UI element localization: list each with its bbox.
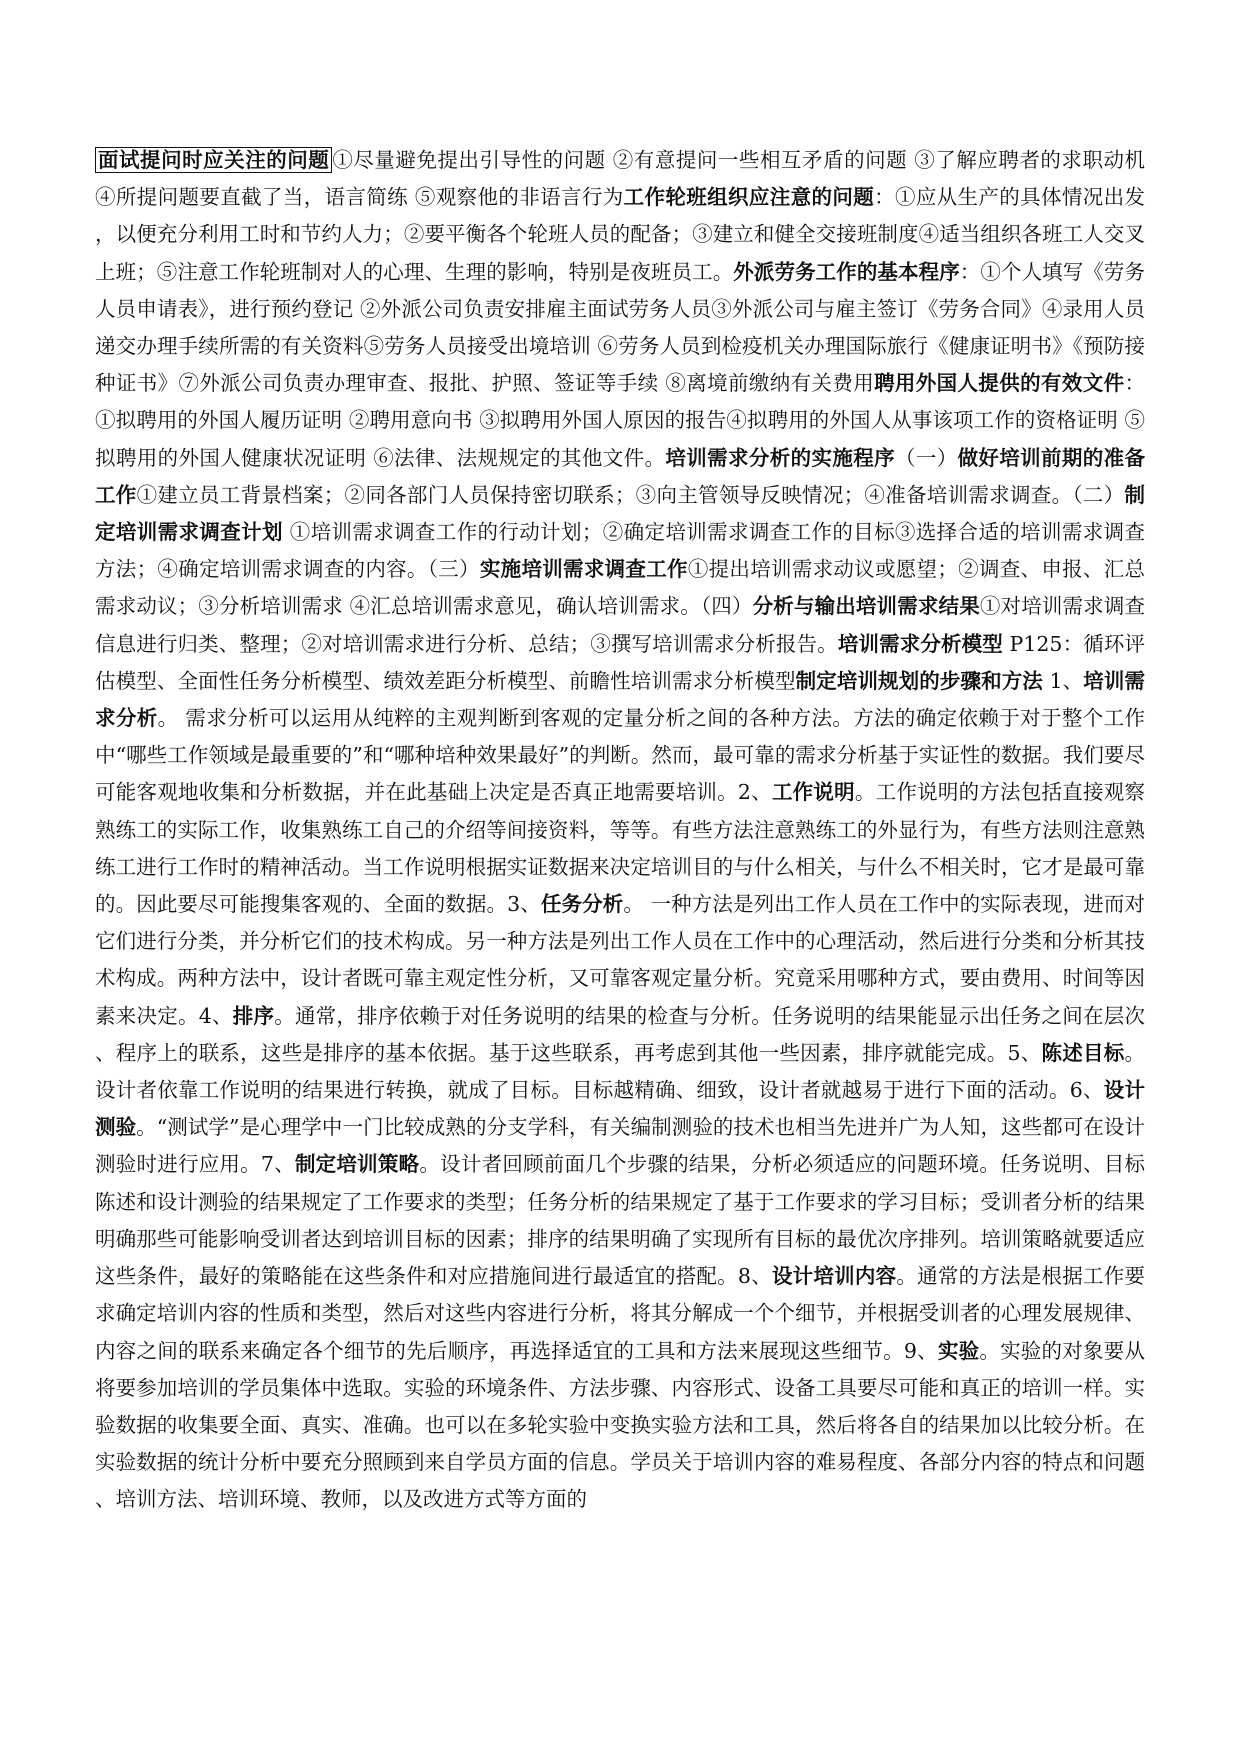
bold-heading: 外派劳务工作的基本程序 bbox=[733, 259, 960, 284]
boxed-heading: 面试提问时应关注的问题 bbox=[95, 147, 332, 173]
body-text: 。工作说明的方法包括直接观察熟练工的实际工作，收集熟练工自己的介绍等间接资料，等等。有些方法注意熟练工的外显行为，有些方法则注意熟练工进行工作时的精神活动。当工作说明根据实证数据来决定培训目的与什么相关，与什么不相关时，它才是最可靠的。因此要尽可能搜集客观的、全面的数据。3、 bbox=[95, 780, 1146, 917]
bold-heading: 聘用外国人提供的有效文件 bbox=[874, 371, 1125, 396]
bold-heading: 实施培训需求调查工作 bbox=[479, 557, 688, 582]
body-text: ：①个人填写《劳务人员申请表》，进行预约登记 ②外派公司负责安排雇主面试劳务人员③外派公司与雇主签订《劳务合同》④录用人员递交办理手续所需的有关资料⑤劳务人员接受出境培训 ⑥劳务人员到检疫机关办理国际旅行《健康证明书》《预防接种证书》⑦外派公司负责办理审查、报批、护照、签证等手续 ⑧离境前缴纳有关费用 bbox=[95, 259, 1146, 396]
bold-heading: 分析与输出培训需求结果 bbox=[752, 594, 980, 619]
bold-heading: 制定培训规划的步骤和方法 bbox=[795, 668, 1043, 693]
bold-heading: 培训需求分析模型 bbox=[837, 631, 1003, 656]
bold-heading: 工作说明 bbox=[771, 780, 855, 805]
body-text: ①建立员工背景档案；②同各部门人员保持密切联系；③向主管领导反映情况；④准备培训需求调查。（二） bbox=[136, 482, 1125, 507]
body-text: 。实验的对象要从将要参加培训的学员集体中选取。实验的环境条件、方法步骤、内容形式、设备工具要尽可能和真正的培训一样。实验数据的收集要全面、真实、准确。也可以在多轮实验中变换实验方法和工具，然后将各自的结果加以比较分析。在实验数据的统计分析中要充分照顾到来自学员方面的信息。学员关于培训内容的难易程度、各部分内容的特点和问题、培训方法、培训环境、教师，以及改进方式等方面的 bbox=[95, 1338, 1146, 1512]
bold-heading: 实验 bbox=[937, 1338, 980, 1363]
body-text: 。“测试学”是心理学中一门比较成熟的分支学科，有关编制测验的技术也相当先进并广为人知，这些都可在设计测验时进行应用。7、 bbox=[95, 1115, 1146, 1177]
body-text: ：①拟聘用的外国人履历证明 ②聘用意向书 ③拟聘用外国人原因的报告④拟聘用的外国人从事该项工作的资格证明 ⑤拟聘用的外国人健康状况证明 ⑥法律、法规规定的其他文件。 bbox=[95, 371, 1145, 470]
body-text: 。设计者回顾前面几个步骤的结果，分析必须适应的问题环境。任务说明、目标陈述和设计测验的结果规定了工作要求的类型；任务分析的结果规定了基于工作要求的学习目标；受训者分析的结果明确那些可能影响受训者达到培训目标的因素；排序的结果明确了实现所有目标的最优次序排列。培训策略就要适应这些条件，最好的策略能在这些条件和对应措施间进行最适宜的搭配。8、 bbox=[95, 1152, 1146, 1289]
bold-heading: 工作轮班组织应注意的问题 bbox=[623, 185, 875, 210]
bold-heading: 设计测验 bbox=[95, 1078, 1146, 1140]
body-text: 。设计者依靠工作说明的结果进行转换，就成了目标。目标越精确、细致，设计者就越易于进行下面的活动。6、 bbox=[95, 1040, 1146, 1103]
bold-heading: 制定培训策略 bbox=[294, 1152, 420, 1177]
bold-heading: 做好培训前期的准备工作 bbox=[95, 445, 1146, 507]
body-text: （一） bbox=[894, 445, 958, 470]
bold-heading: 任务分析 bbox=[540, 892, 624, 917]
body-text: P125：循环评估模型、全面性任务分析模型、绩效差距分析模型、前瞻性培训需求分析模型 bbox=[95, 631, 1145, 693]
body-text: ①提出培训需求动议或愿望；②调查、申报、汇总需求动议；③分析培训需求 ④汇总培训需求意见，确认培训需求。（四） bbox=[95, 557, 1146, 619]
body-text: ①尽量避免提出引导性的问题 ②有意提问一些相互矛盾的问题 ③了解应聘者的求职动机 ④所提问题要直截了当，语言简练 ⑤观察他的非语言行为 bbox=[95, 148, 1146, 210]
body-text: 。通常，排序依赖于对任务说明的结果的检查与分析。任务说明的结果能显示出任务之间在层次、程序上的联系，这些是排序的基本依据。基于这些联系，再考虑到其他一些因素，排序就能完成。5、 bbox=[95, 1003, 1146, 1065]
body-text: 。 一种方法是列出工作人员在工作中的实际表现，进而对它们进行分类，并分析它们的技术构成。另一种方法是列出工作人员在工作中的心理活动，然后进行分类和分析其技术构成。两种方法中，设计者既可靠主观定性分析，又可靠客观定量分析。究竟采用哪种方式，要由费用、时间等因素来决定。4、 bbox=[95, 892, 1146, 1028]
bold-heading: 制定培训需求调查计划 bbox=[95, 482, 1146, 545]
bold-heading: 设计培训内容 bbox=[771, 1264, 897, 1289]
body-text: ①培训需求调查工作的行动计划；②确定培训需求调查工作的目标③选择合适的培训需求调查方法；④确定培训需求调查的内容。（三） bbox=[95, 520, 1145, 582]
bold-heading: 排序 bbox=[232, 1003, 275, 1028]
body-text: 。通常的方法是根据工作要求确定培训内容的性质和类型，然后对这些内容进行分析，将其分解成一个个细节，并根据受训者的心理发展规律、内容之间的联系来确定各个细节的先后顺序，再选择适宜的工具和方法来展现这些细节。9、 bbox=[95, 1264, 1146, 1363]
document-body bbox=[95, 142, 1145, 1519]
bold-heading: 陈述目标 bbox=[1041, 1040, 1125, 1065]
bold-heading: 培训需求分析 bbox=[95, 668, 1146, 731]
body-text: 1、 bbox=[1042, 668, 1084, 693]
body-text: 。 需求分析可以运用从纯粹的主观判断到客观的定量分析之间的各种方法。方法的确定依赖于对于整个工作中“哪些工作领域是最重要的”和“哪种培种效果最好”的判断。然而，最可靠的需求分析基于实证性的数据。我们要尽可能客观地收集和分析数据，并在此基础上决定是否真正地需要培训。2、 bbox=[95, 706, 1145, 805]
body-text: ①对培训需求调查信息进行归类、整理；②对培训需求进行分析、总结；③撰写培训需求分析报告。 bbox=[95, 594, 1146, 656]
body-text: ：①应从生产的具体情况出发，以便充分利用工时和节约人力；②要平衡各个轮班人员的配备；③建立和健全交接班制度④适当组织各班工人交叉上班；⑤注意工作轮班制对人的心理、生理的影响，特别是夜班员工。 bbox=[95, 185, 1146, 284]
bold-heading: 培训需求分析的实施程序 bbox=[665, 445, 895, 470]
